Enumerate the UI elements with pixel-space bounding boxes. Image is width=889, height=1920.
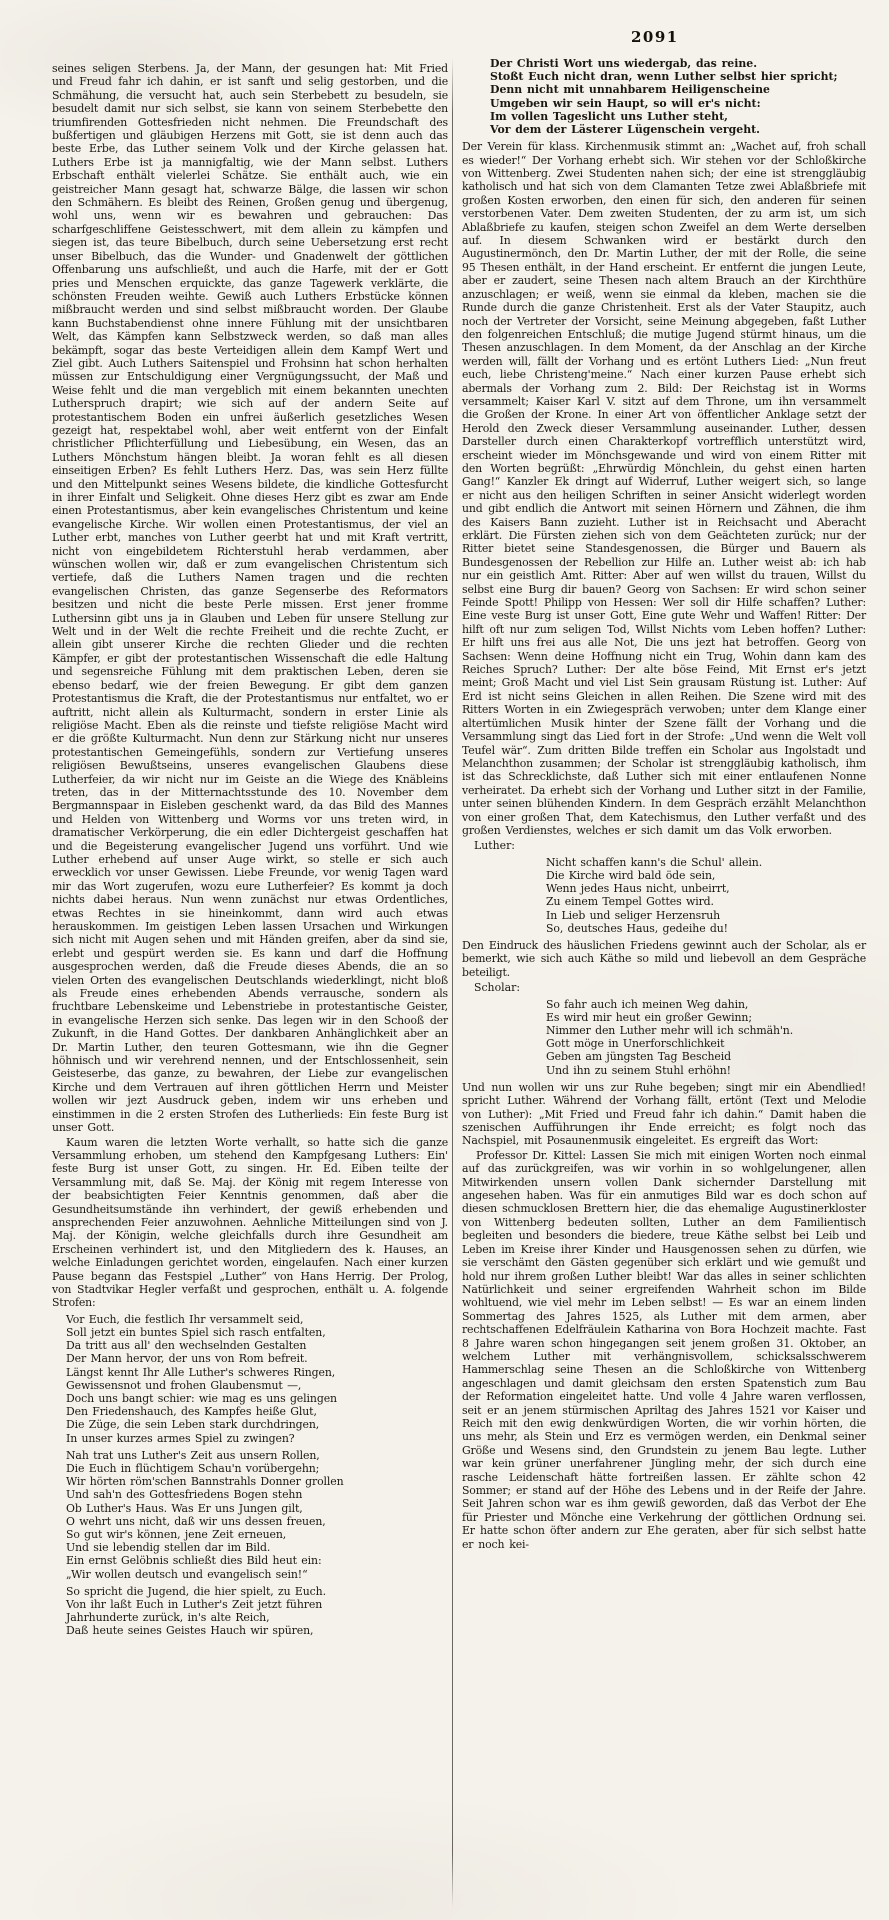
- verse-line: So spricht die Jugend, die hier spielt, zu Euch.: [66, 1584, 326, 1598]
- paragraph: seines seligen Sterbens. Ja, der Mann, der gesungen hat: Mit Fried und Freud fahr ich dahin, er ist sanft und selig gestorben, und die Schmähung, die versucht hat, auch sein Sterbebett zu besudeln, sie besudelt damit nur sich selbst, sie kann von seinem Sterbebette den triumfirenden Gottesfrieden nicht nehmen. Die Freundschaft des bußfertigen und gläubigen Herzens mit Gott, sie ist denn auch das beste Erbe, das Luther seinem Volk und der Kirche gelassen hat. Luthers Erbe ist ja mannigfaltig, wie der Mann selbst. Luthers Erbschaft enthält vielerlei Schätze. Sie enthält auch, wie ein geistreicher Mann gesagt hat, schwarze Bälge, die lassen wir schon den Schmähern. Es bleibt des Reinen, Großen genug und übergenug, wohl uns, wenn wir es bewahren und gebrauchen: Das scharfgeschliffene Geistesschwert, mit dem allein zu kämpfen und siegen ist, das teure Bibelbuch, durch seine Uebersetzung erst recht unser Bibelbuch, das die Wunder- und Gnadenwelt der göttlichen Offenbarung uns aufschließt, und auch die Harfe, mit der er Gott pries und Menschen erquickte, das ganze Tagewerk verklärte, die schönsten Freuden weihte. Gewiß auch Luthers Erbstücke können mißbraucht werden und sind selbst mißbraucht worden. Der Glaube kann Buchstabendienst ohne innere Fühlung mit der unsichtbaren Welt, das Kämpfen kann Selbstzweck werden, so daß man alles bekämpft, sogar das beste Verteidigen allein dem Kampf Wert und Ziel gibt. Auch Luthers Saitenspiel und Frohsinn hat schon herhalten müssen zur Entschuldigung einer Vergnügungssucht, der Maß und Weise fehlt und die man vergeblich mit einem bekannten unechten Lutherspruch drapirt; wie sich auf der andern Seite auf protestantischem Boden ein unfrei äußerlich gesetzliches Wesen gezeigt hat, respektabel wohl, aber weit entfernt von der Einfalt christlicher Pflichterfüllung und Liebesübung, ein Wesen, das an Luthers Mönchstum hängen bleibt. Ja woran fehlt es all diesen einseitigen Erben? Es fehlt Luthers Herz. Das, was sein Herz füllte und den Mittelpunkt seines Wesens bildete, die kindliche Gottesfurcht in ihrer Einfalt und Seligkeit. Ohne dieses Herz gibt es zwar am Ende einen Protestantismus, aber kein evangelisches Christentum und keine evangelische Kirche. Wir wollen einen Protestantismus, der viel an Luther erbt, manches von Luther geerbt hat und mit Kraft vertritt, nicht von eingebildetem Richterstuhl herab verdammen, aber wünschen wollen wir, daß er zum evangelischen Christentum sich vertiefe, daß die Luthers Namen tragen und die rechten evangelischen Christen, das ganze Segenserbe des Reformators besitzen und nicht die beste Perle missen. Erst jener fromme Luthersinn gibt uns ja in Glauben und Leben für unsere Stellung zur Welt und in der Welt die rechte Freiheit und die rechte Zucht, er allein gibt unserer Kirche die rechten Glieder und die rechten Kämpfer, er gibt der protestantischen Wissenschaft die edle Haltung und segensreiche Fühlung mit dem praktischen Leben, deren sie ebenso bedarf, wie der freien Bewegung. Er gibt dem ganzen Protestantismus die Kraft, die der Protestantismus nur entfaltet, wo er auftritt, nicht allein als Kulturmacht, sondern in erster Linie als religiöse Macht. Eben als die reinste und tiefste religiöse Macht wird er die größte Kulturmacht. Nun denn zur Stärkung nicht nur unseres protestantischen Gemeingefühls, sondern zur Vertiefung unseres religiösen Bewußtseins, unseres evangelischen Glaubens diese Lutherfeier, da wir nicht nur im Geiste an die Wiege des Knäbleins treten, das in der Mitternachtsstunde des 10. November dem Bergmannspaar in Eisleben geschenkt ward, da das Bild des Mannes und Helden von Wittenberg und Worms vor uns treten wird, in dramatischer Verkörperung, die ein edler Dichtergeist geschaffen hat und die Begeisterung evangelischer Jugend uns vorführt. Und wie Luther erhebend auf unser Auge wirkt, so stelle er sich auch erwecklich vor unser Gewissen. Liebe Freunde, vor wenig Tagen ward mir das Wort zugerufen, wozu eure Lutherfeier? Es kommt ja doch nichts dabei heraus. Nun wenn zunächst nur etwas Ordentliches, etwas Rechtes in sie hineinkommt, dann wird auch etwas herauskommen. Im geistigen Leben lassen Ursachen und Wirkungen sich nicht mit Augen sehen und mit Händen greifen, aber da sind sie, erlebt und gespürt werden sie. Es kann und darf die Hoffnung ausgesprochen werden, daß die Freude dieses Abends, die an so vielen Orten des evangelischen Deutschlands wiederklingt, nicht bloß als Freude eines erhebenden Abends verrausche, sondern als fruchtbare Lebenskeime und Lebenstriebe in protestantische Geister, in evangelische Herzen sich senke. Das legen wir in den Schooß der Zukunft, in die Hand Gottes. Der dankbaren Anhänglichkeit aber an Dr. Martin Luther, den teuren Gottesmann, wie ihn die Gegner höhnisch und wir verehrend nennen, und der Entschlossenheit, sein Geisteserbe, das ganze, zu bewahren, der Liebe zur evangelischen Kirche und dem Vertrauen auf ihren göttlichen Herrn und Meister wollen wir jezt Ausdruck geben, indem wir uns erheben und einstimmen in die 2 ersten Strofen des Lutherlieds: Ein feste Burg ist unser Gott.: [52, 62, 448, 1135]
- paragraph: Der Verein für klass. Kirchenmusik stimmt an: „Wachet auf, froh schall es wieder!“ Der Vorhang erhebt sich. Wir stehen vor der Schloßkirche von Wittenberg. Zwei Studenten nahen sich; der eine ist strenggläubig katholisch und hat sich von dem Clamanten Tetze zwei Ablaßbriefe mit großen Kosten erworben, den einen für sich, den anderen für seinen verstorbenen Vater. Dem zweiten Studenten, der zu arm ist, um sich Ablaßbriefe zu kaufen, steigen schon Zweifel an dem Werte derselben auf. In diesem Schwanken wird er bestärkt durch den Augustinermönch, den Dr. Martin Luther, der mit der Rolle, die seine 95 Thesen enthält, in der Hand erscheint. Er entfernt die jungen Leute, aber er zaudert, seine Thesen nach altem Brauch an der Kirchthüre anzuschlagen; er weiß, wenn sie einmal da kleben, machen sie die Runde durch die ganze Christenheit. Erst als der Vater Staupitz, auch noch der Vertreter der Vorsicht, seine Meinung abgegeben, faßt Luther den folgenreichen Entschluß; die mutige Jugend stürmt hinaus, um die Thesen anzuschlagen. In dem Moment, da der Anschlag an der Kirche werden will, fällt der Vorhang und es ertönt Luthers Lied: „Nun freut euch, liebe Christeng'meine.“ Nach einer kurzen Pause erhebt sich abermals der Vorhang zum 2. Bild: Der Reichstag ist in Worms versammelt; Kaiser Karl V. sitzt auf dem Throne, um ihn versammelt die Großen der Krone. In einer Art von öffentlicher Anklage setzt der Herold den Zweck dieser Versammlung auseinander. Luther, dessen Darsteller durch einen Charakterkopf vortrefflich unterstützt wird, erscheint wieder im Mönchsgewande und wird von einem Ritter mit den Worten begrüßt: „Ehrwürdig Mönchlein, du gehst einen harten Gang!“ Kanzler Ek dringt auf Widerruf, Luther weigert sich, so lange er nicht aus den heiligen Schriften in seiner Ansicht widerlegt worden und gibt endlich die Antwort mit seinen Hörnern und Zähnen, die ihm des Kaisers Bann zuzieht. Luther ist in Reichsacht und Aberacht erklärt. Die Fürsten ziehen sich von dem Geächteten zurück; nur der Ritter bietet seine Standesgenossen, die Bürger und Bauern als Bundesgenossen der Rebellion zur Hilfe an. Luther weist ab: ich hab nur ein geistlich Amt. Ritter: Aber auf wen willst du trauen, Willst du selbst eine Burg dir bauen? Georg von Sachsen: Er wird schon seiner Feinde Spott! Philipp von Hessen: Wer soll dir Hilfe schaffen? Luther: Eine veste Burg ist unser Gott, Eine gute Wehr und Waffen! Ritter: Der hilft oft nur zum seligen Tod, Willst Nichts vom Leben hoffen? Luther: Er hilft uns frei aus alle Not, Die uns jezt hat betroffen. Georg von Sachsen: Wenn deine Hoffnung nicht ein Trug, Wohin dann kam des Reiches Spruch? Luther: Der alte böse Feind, Mit Ernst er's jetzt meint; Groß Macht und viel List Sein grausam Rüstung ist. Luther: Auf Erd ist nicht seins Gleichen in allen Reihen. Die Szene wird mit des Ritters Worten in ein Zwiegespräch verwoben; unter dem Klange einer altertümlichen Musik hinter der Szene fällt der Vorhang und die Versammlung singt das Lied fort in der Strofe: „Und wenn die Welt voll Teufel wär“. Zum dritten Bilde treffen ein Scholar aus Ingolstadt und Melanchthon zusammen; der Scholar ist strenggläubig katholisch, ihm ist das Schrecklichste, daß Luther sich mit einer entlaufenen Nonne verheiratet. Da erhebt sich der Vorhang und Luther sitzt in der Familie, unter seinen blühenden Kindern. In dem Gespräch erzählt Melanchthon von einer großen That, dem Katechismus, den Luther verfaßt und des großen Verdienstes, welches er sich damit um das Volk erworben.: [462, 140, 866, 837]
- verse-line: In Lieb und seliger Herzensruh: [546, 908, 721, 922]
- verse-line: Die Züge, die sein Leben stark durchdringen,: [66, 1418, 320, 1432]
- verse-line: Den Friedenshauch, des Kampfes heiße Glut,: [66, 1405, 317, 1419]
- verse-line: Jahrhunderte zurück, in's alte Reich,: [66, 1611, 270, 1625]
- verse-line: Nicht schaffen kann's die Schul' allein.: [546, 855, 763, 869]
- verse-line: Vor dem der Lästerer Lügenschein vergeht.: [490, 123, 760, 137]
- verse-line: So gut wir's können, jene Zeit erneuen,: [66, 1528, 287, 1542]
- verse-line: Stoßt Euch nicht dran, wenn Luther selbst hier spricht;: [490, 70, 838, 84]
- verse-line: Denn nicht mit unnahbarem Heiligenscheine: [490, 83, 770, 97]
- verse-line: Und sie lebendig stellen dar im Bild.: [66, 1541, 271, 1555]
- verse-line: Von ihr laßt Euch in Luther's Zeit jetzt führen: [66, 1598, 323, 1612]
- verse-line: Nah trat uns Luther's Zeit aus unsern Rollen,: [66, 1448, 320, 1462]
- verse-line: Der Christi Wort uns wiedergab, das reine.: [490, 57, 758, 70]
- verse-line: Längst kennt Ihr Alle Luther's schweres Ringen,: [66, 1365, 336, 1379]
- verse-line: Wenn jedes Haus nicht, unbeirrt,: [546, 882, 730, 896]
- verse-line: Geben am jüngsten Tag Bescheid: [546, 1050, 731, 1064]
- right-column: [462, 54, 866, 1552]
- paragraph: Kaum waren die letzten Worte verhallt, so hatte sich die ganze Versammlung erhoben, um stehend den Kampfgesang Luthers: Ein' feste Burg ist unser Gott, zu singen. Hr. Ed. Eiben teilte der Versammlung mit, daß Se. Maj. der König mit regem Interesse von der beabsichtigten Feier Kenntnis genommen, daß aber die Gesundheitsumstände ihn verhindert, der gewiß erhebenden und ansprechenden Feier anzuwohnen. Aehnliche Mitteilungen sind von J. Maj. der Königin, welche gleichfalls durch ihre Gesundheit am Erscheinen verhindert ist, und den Mitgliedern des k. Hauses, an welche Einladungen gerichtet worden, eingelaufen. Nach einer kurzen Pause begann das Festspiel „Luther“ von Hans Herrig. Der Prolog, von Stadtvikar Hegler verfaßt und gesprochen, enthält u. A. folgende Strofen:: [52, 1135, 448, 1310]
- verse-line: Und ihn zu seinem Stuhl erhöhn!: [546, 1063, 731, 1077]
- verse-line: Da tritt aus all' den wechselnden Gestalten: [66, 1339, 307, 1353]
- verse-line: Es wird mir heut ein großer Gewinn;: [546, 1010, 752, 1024]
- paragraph: Professor Dr. Kittel: Lassen Sie mich mit einigen Worten noch einmal auf das zurückgreifen, was wir vorhin in so wohlgelungener, allen Mitwirkenden unsern vollen Dank sichernder Darstellung mit angesehen haben. Was für ein anmutiges Bild war es doch schon auf diesen schmucklosen Brettern hier, die das ehemalige Augustinerkloster von Wittenberg bedeuten sollten, Luther an dem Familientisch begleiten und besonders die biedere, treue Käthe selbst bei Leib und Leben im Kreise ihrer Kinder und Hausgenossen sehen zu dürfen, wie sie verschämt den Gästen gegenüber sich erklärt und wie gemußt und hold nur ihrem großen Luther bleibt! War das alles in seiner schlichten Natürlichkeit und seiner ergreifenden Wahrheit schon im Bilde wohltuend, wie viel mehr im Leben selbst! — Es war an einem linden Sommertag des Jahres 1525, als Luther mit dem armen, aber rechtschaffenen Edelfräulein Katharina von Bora Hochzeit machte. Fast 8 Jahre waren schon hingegangen seit jenem großen 31. Oktober, an welchem Luther mit verhängnisvollem, schicksalsschwerem Hammerschlag seine Thesen an die Schloßkirche von Wittenberg angeschlagen und damit gleichsam den ersten Spatenstich zum Bau der Reformation eingeleitet hatte. Und volle 4 Jahre waren verflossen, seit er an jenem stürmischen Apriltag des Jahres 1521 vor Kaiser und Reich mit den ewig denkwürdigen Worten, die wir vorhin hörten, die uns mehr, als Stein und Erz es vermögen werden, ein Denkmal seiner Größe und Wesens sind, den Grundstein zu jenem Bau legte. Luther war kein grüner unerfahrener Jüngling mehr, der sich durch eine rasche Leidenschaft hätte fortreißen lassen. Er zählte schon 42 Sommer; er stand auf der Höhe des Lebens und in der Reife der Jahre. Seit Jahren schon war es ihm gewiß geworden, daß das Verbot der Ehe für Priester und Mönche eine Verkehrung der göttlichen Ordnung sei. Er hatte schon öfter andern zur Ehe geraten, aber für sich selbst hatte er noch kei-: [462, 1148, 866, 1551]
- verse-line: Wir hörten röm'schen Bannstrahls Donner grollen: [66, 1475, 344, 1489]
- verse-line: Die Kirche wird bald öde sein,: [546, 868, 716, 882]
- verse-block: [66, 1585, 448, 1638]
- verse-line: Doch uns bangt schier: wie mag es uns gelingen: [66, 1392, 337, 1405]
- verse-line: Nimmer den Luther mehr will ich schmäh'n.: [546, 1024, 794, 1037]
- verse-line: Soll jetzt ein buntes Spiel sich rasch entfalten,: [66, 1325, 326, 1339]
- verse-line: Ob Luther's Haus. Was Er uns Jungen gilt,: [66, 1501, 303, 1515]
- verse-line: „Wir wollen deutsch und evangelisch sein!“: [66, 1567, 308, 1581]
- verse-line: Ein ernst Gelöbnis schließt dies Bild heut ein:: [66, 1554, 322, 1568]
- verse-line: Daß heute seines Geistes Hauch wir spüren,: [66, 1624, 314, 1638]
- verse-line: Und sah'n des Gottesfriedens Bogen stehn: [66, 1488, 303, 1502]
- speaker-label: Luther:: [474, 839, 515, 853]
- verse-block: [490, 57, 866, 136]
- verse-block: [66, 1313, 448, 1445]
- page-number: 2091: [631, 28, 679, 46]
- verse-line: So fahr auch ich meinen Weg dahin,: [546, 997, 749, 1011]
- paragraph: Und nun wollen wir uns zur Ruhe begeben; singt mir ein Abendlied! spricht Luther. Während der Vorhang fällt, ertönt (Text und Melodie von Luther): „Mit Fried und Freud fahr ich dahin.“ Damit haben die szenischen Aufführungen ihr Ende erreicht; es folgt noch das Nachspiel, mit Posaunenmusik eingeleitet. Es ergreift das Wort:: [462, 1080, 866, 1148]
- verse-block: [546, 998, 866, 1077]
- left-column: [52, 62, 448, 1642]
- verse-line: Im vollen Tageslicht uns Luther steht,: [490, 109, 728, 123]
- verse-line: Die Euch in flüchtigem Schau'n vorübergehn;: [66, 1462, 320, 1476]
- verse-line: In unser kurzes armes Spiel zu zwingen?: [66, 1431, 295, 1445]
- verse-line: Umgeben wir sein Haupt, so will er's nicht:: [490, 96, 761, 110]
- paragraph: Den Eindruck des häuslichen Friedens gewinnt auch der Scholar, als er bemerkt, wie sich auch Käthe so mild und liebevoll an dem Gespräche beteiligt.: [462, 938, 866, 979]
- verse-block: [546, 856, 866, 935]
- verse-line: So, deutsches Haus, gedeihe du!: [546, 921, 728, 935]
- verse-line: Der Mann hervor, der uns von Rom befreit.: [66, 1352, 308, 1366]
- verse-line: O wehrt uns nicht, daß wir uns dessen freuen,: [66, 1514, 326, 1528]
- speaker-label: Scholar:: [474, 981, 520, 995]
- verse-block: [66, 1449, 448, 1581]
- verse-line: Gott möge in Unerforschlichkeit: [546, 1037, 725, 1051]
- verse-line: Gewissensnot und frohen Glaubensmut —,: [66, 1378, 302, 1392]
- verse-line: Zu einem Tempel Gottes wird.: [546, 895, 714, 909]
- column-divider: [452, 58, 453, 1908]
- verse-line: Vor Euch, die festlich Ihr versammelt seid,: [66, 1312, 304, 1326]
